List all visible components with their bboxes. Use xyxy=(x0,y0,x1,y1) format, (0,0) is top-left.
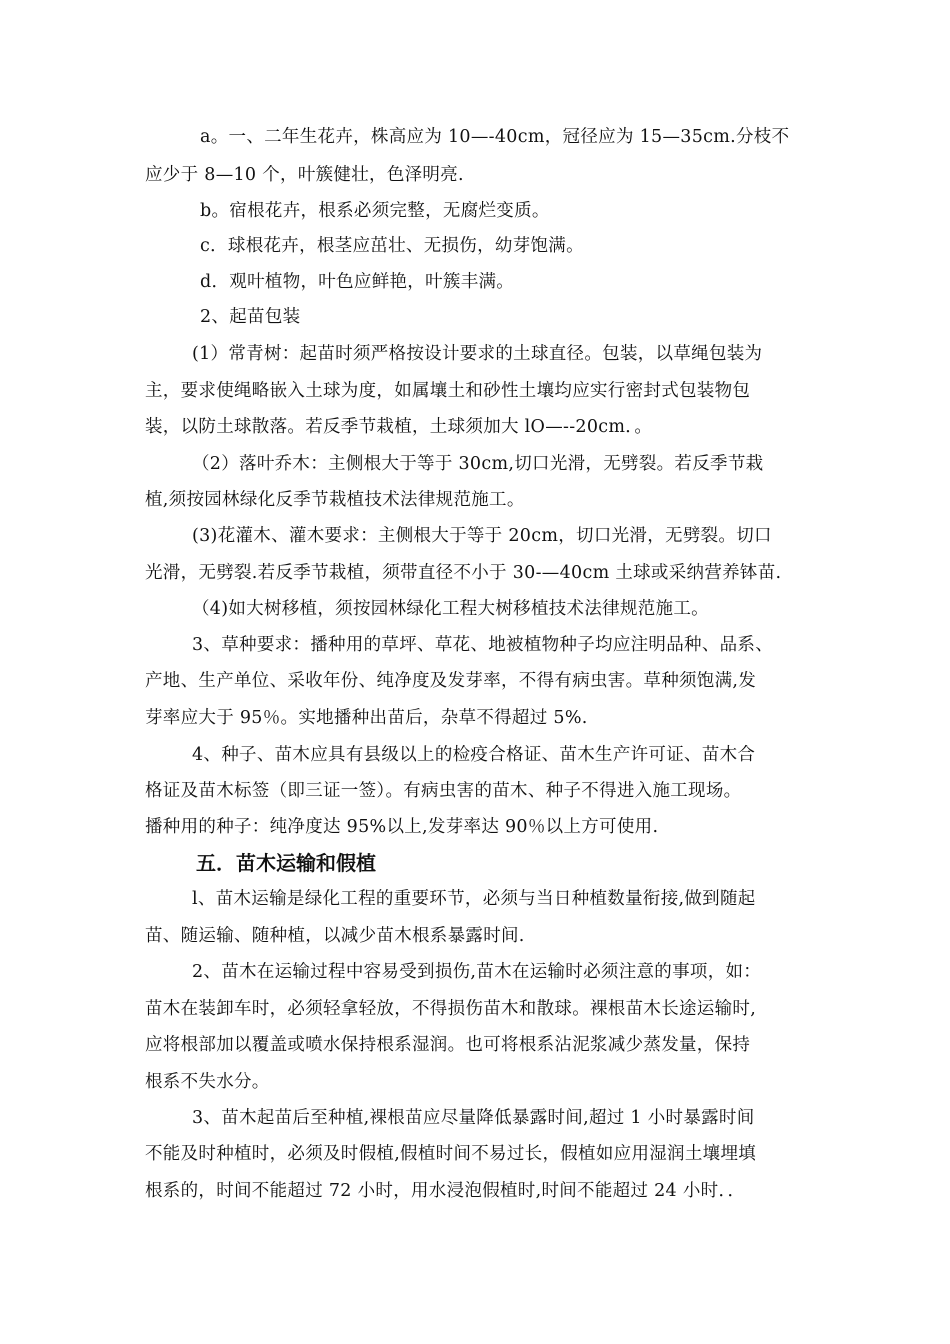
paragraph-line: （4)如大树移植，须按园林绿化工程大树移植技术法律规范施工。 xyxy=(192,599,709,619)
paragraph-line: l、苗木运输是绿化工程的重要环节，必须与当日种植数量衔接,做到随起 xyxy=(192,889,756,909)
section-heading: 五．苗木运输和假植 xyxy=(196,851,376,875)
paragraph-line: 播种用的种子：纯净度达 95%以上,发芽率达 90％以上方可使用. xyxy=(145,817,659,837)
paragraph-line: 2、苗木在运输过程中容易受到损伤,苗木在运输时必须注意的事项，如： xyxy=(192,962,762,982)
section-subheading: 2、起苗包装 xyxy=(200,307,301,327)
paragraph-line: (1）常青树：起苗时须严格按设计要求的土球直径。包装，以草绳包装为 xyxy=(192,344,763,364)
paragraph-line: 4、种子、苗木应具有县级以上的检疫合格证、苗木生产许可证、苗木合 xyxy=(192,745,756,765)
paragraph-line: 芽率应大于 95％。实地播种出苗后，杂草不得超过 5%. xyxy=(145,708,588,728)
paragraph-line: 格证及苗木标签（即三证一签）。有病虫害的苗木、种子不得进入施工现场。 xyxy=(145,781,742,801)
paragraph-line: 根系的，时间不能超过 72 小时，用水浸泡假植时,时间不能超过 24 小时．． xyxy=(145,1181,746,1201)
paragraph-line: 应将根部加以覆盖或喷水保持根系湿润。也可将根系沾泥浆减少蒸发量，保持 xyxy=(145,1035,751,1055)
paragraph-line: 植,须按园林绿化反季节栽植技术法律规范施工。 xyxy=(145,490,525,510)
paragraph-line: 苗、随运输、随种植，以减少苗木根系暴露时间. xyxy=(145,926,525,946)
paragraph-line: 苗木在装卸车时，必须轻拿轻放，不得损伤苗木和散球。裸根苗木长途运输时, xyxy=(145,999,757,1019)
paragraph-line: 光滑，无劈裂.若反季节栽植，须带直径不小于 30-—40cm 土球或采纳营养钵苗. xyxy=(145,563,782,583)
paragraph-line: b。宿根花卉，根系必须完整，无腐烂变质。 xyxy=(200,201,550,221)
paragraph-line: a。一、二年生花卉，株高应为 10—-40cm，冠径应为 15—35cm.分枝不 xyxy=(200,127,790,147)
paragraph-line: d．观叶植物，叶色应鲜艳，叶簇丰满。 xyxy=(200,272,515,292)
paragraph-line: （2）落叶乔木：主侧根大于等于 30cm,切口光滑，无劈裂。若反季节栽 xyxy=(192,454,764,474)
paragraph-line: 根系不失水分。 xyxy=(145,1072,270,1092)
paragraph-line: 不能及时种植时，必须及时假植,假植时间不易过长，假植如应用湿润土壤埋填 xyxy=(145,1144,757,1164)
paragraph-line: 3、苗木起苗后至种植,裸根苗应尽量降低暴露时间,超过 1 小时暴露时间 xyxy=(192,1108,755,1128)
paragraph-line: c．球根花卉，根茎应茁壮、无损伤，幼芽饱满。 xyxy=(200,236,584,256)
paragraph-line: 应少于 8—10 个，叶簇健壮，色泽明亮. xyxy=(145,165,464,185)
paragraph-line: 3、草种要求：播种用的草坪、草花、地被植物种子均应注明品种、品系、 xyxy=(192,635,774,655)
paragraph-line: 产地、生产单位、采收年份、纯净度及发芽率，不得有病虫害。草种须饱满,发 xyxy=(145,671,757,691)
paragraph-line: 主，要求使绳略嵌入土球为度，如属壤土和砂性土壤均应实行密封式包装物包 xyxy=(145,381,751,401)
paragraph-line: 装，以防土球散落。若反季节栽植，土球须加大 lO—--20cm．。 xyxy=(145,417,653,437)
paragraph-line: (3)花灌木、灌木要求：主侧根大于等于 20cm，切口光滑，无劈裂。切口 xyxy=(192,526,772,546)
